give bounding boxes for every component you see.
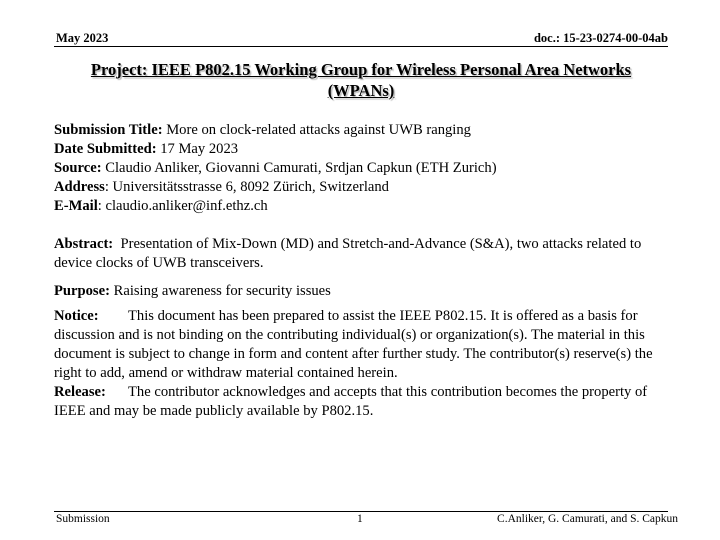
release-label: Release: [54, 384, 106, 400]
date-submitted-row [54, 140, 672, 159]
submission-title-row [54, 121, 672, 140]
address-label: Address [54, 179, 105, 195]
notice-text: This document has been prepared to assist the IEEE P802.15. It is offered as a basis for discussion and is not binding on the contributing individual(s) or organization(s). The material in this document is subject to change in form and content after further study. The contributor(s) reserve(s) the right to add, amend or withdraw material contained herein. [54, 308, 653, 381]
abstract-label: Abstract: [54, 236, 114, 252]
header-doc-id: doc.: 15-23-0274-00-04ab [533, 31, 668, 45]
address-row [54, 178, 672, 197]
source-value: Claudio Anliker, Giovanni Camurati, Srdjan Capkun (ETH Zurich) [101, 160, 497, 176]
project-title [54, 59, 668, 101]
source-label: Source: [54, 160, 102, 176]
project-title-line1: Project: IEEE P802.15 Working Group for Wireless Personal Area Networks [90, 60, 632, 79]
purpose-paragraph [54, 282, 672, 301]
page-number: 1 [357, 513, 363, 525]
email-value: : claudio.anliker@inf.ethz.ch [97, 198, 268, 214]
footer-rule [54, 511, 668, 512]
document-body [54, 121, 672, 421]
abstract-text: Presentation of Mix-Down (MD) and Stretch-and-Advance (S&A), two attacks related to device clocks of UWB transceivers. [54, 236, 645, 271]
notice-label: Notice: [54, 308, 99, 324]
date-submitted-value: 17 May 2023 [156, 141, 239, 157]
address-value: : Universitätsstrasse 6, 8092 Zürich, Switzerland [104, 179, 389, 195]
project-title-line2: (WPANs) [327, 81, 395, 100]
submission-title-value: More on clock-related attacks against UWB ranging [162, 122, 471, 138]
abstract-paragraph [54, 235, 672, 273]
purpose-text: Raising awareness for security issues [109, 283, 331, 299]
header-date: May 2023 [56, 31, 109, 45]
date-submitted-label: Date Submitted: [54, 141, 157, 157]
release-text: The contributor acknowledges and accepts that this contribution becomes the property of IEEE and may be made publicly available by P802.15. [54, 384, 648, 419]
email-label: E-Mail [54, 198, 98, 214]
header-rule [54, 46, 668, 47]
source-row [54, 159, 672, 178]
email-row [54, 197, 672, 216]
notice-paragraph [54, 307, 672, 383]
footer-authors: C.Anliker, G. Camurati, and S. Capkun [497, 513, 678, 525]
purpose-label: Purpose: [54, 283, 110, 299]
submission-title-label: Submission Title: [54, 122, 163, 138]
release-paragraph [54, 383, 672, 421]
footer-submission: Submission [56, 513, 110, 525]
